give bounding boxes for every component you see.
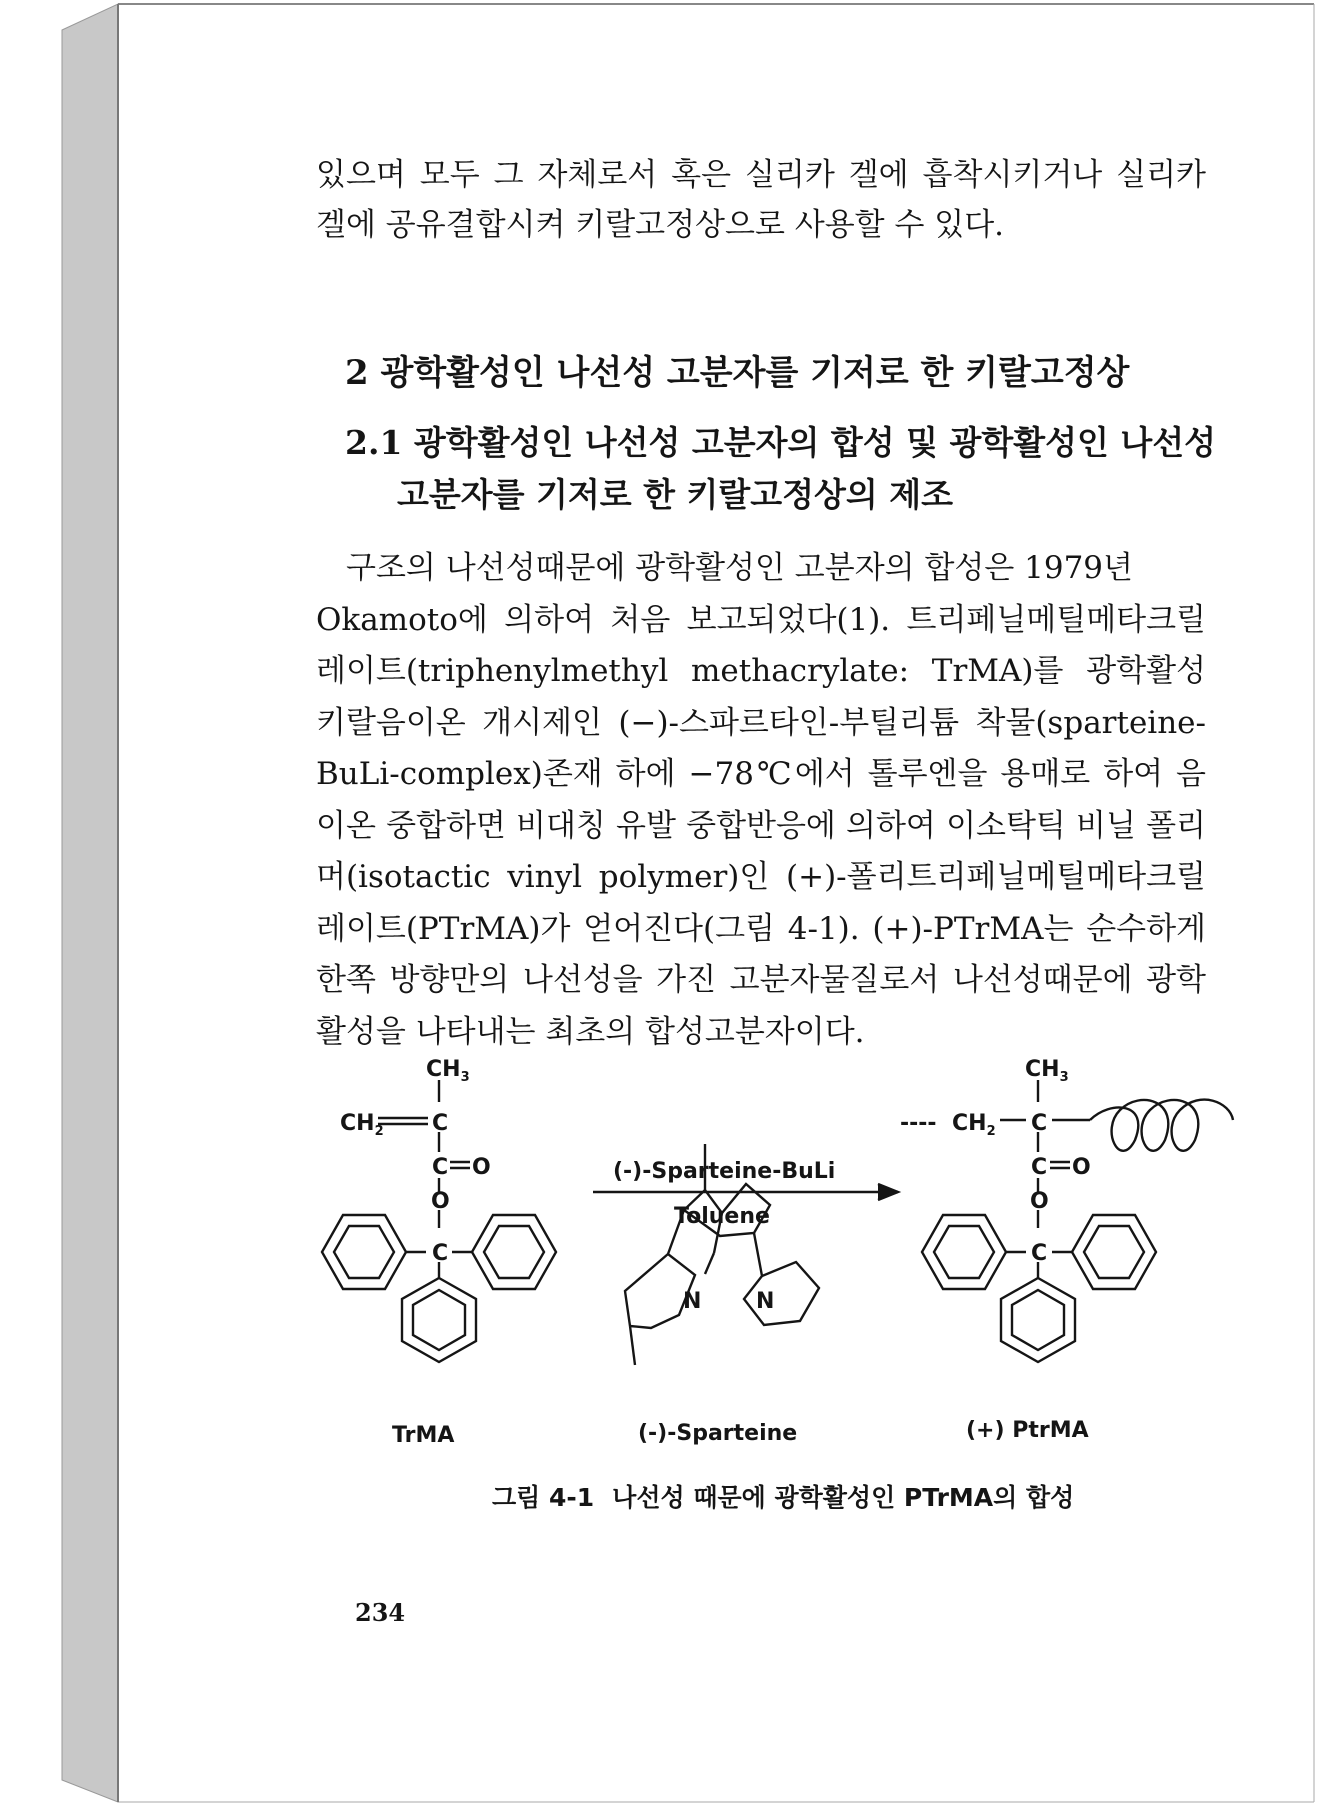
section-heading: 2 광학활성인 나선성 고분자를 기저로 한 키랄고정상 xyxy=(345,353,1130,393)
subsection-heading-line2: 고분자를 기저로 한 키랄고정상의 제조 xyxy=(397,475,954,514)
reaction-scheme-figure xyxy=(300,1040,1260,1460)
reagent-label: (-)-Sparteine-BuLi xyxy=(613,1159,836,1184)
monomer-name-label: TrMA xyxy=(392,1423,455,1448)
monomer-methyl-label: $CH_3$ xyxy=(426,1057,470,1085)
figure-caption-number: 그림 4-1 xyxy=(492,1483,595,1512)
intro-paragraph: 있으며 모두 그 자체로서 혹은 실리카 겔에 흡착시키거나 실리카 겔에 공유결합시켜 키랄고정상으로 사용할 수 있다. xyxy=(316,157,1206,243)
monomer-ester-oxygen: O xyxy=(431,1189,450,1214)
body-paragraph-line1: 구조의 나선성때문에 광학활성인 고분자의 합성은 1979년 xyxy=(346,550,1133,586)
polymer-chain-dash: ---- xyxy=(900,1111,937,1136)
subsection-heading-line1: 2.1 광학활성인 나선성 고분자의 합성 및 광학활성인 나선성 xyxy=(345,423,1217,462)
polymer-carbonyl-carbon: C xyxy=(1031,1155,1048,1180)
page-number: 234 xyxy=(355,1598,406,1627)
figure-caption-text: 나선성 때문에 광학활성인 PTrMA의 합성 xyxy=(612,1483,1075,1512)
body-paragraph xyxy=(316,543,1206,1058)
polymer-name-label: (+) PtrMA xyxy=(966,1418,1089,1443)
body-paragraph-rest: Okamoto에 의하여 처음 보고되었다(1). 트리페닐메틸메타크릴레이트(triphenylmethyl methacrylate: TrMA)를 광학활성 키랄음이온 개시제인 (−)-스파르타인-부틸리튬 착물(sparteine-BuLi-complex)존재 하에 −78℃에서 톨루엔을 용매로 하여 음이온 중합하면 비대칭 유발 중합반응에 의하여 이소탁틱 비닐 폴리머(isotactic vinyl polymer)인 (+)-폴리트리페닐메틸메타크릴레이트(PTrMA)가 얻어진다(그림 4-1). (+)-PTrMA는 순수하게 한쪽 방향만의 나선성을 가진 고분자물질로서 나선성때문에 광학활성을 나타내는 최초의 합성고분자이다. xyxy=(316,601,1206,1050)
monomer-carbonyl-oxygen: O xyxy=(472,1155,491,1180)
polymer-carbonyl-oxygen: O xyxy=(1072,1155,1091,1180)
sparteine-nitrogen-1: N xyxy=(683,1289,702,1314)
polymer-ester-oxygen: O xyxy=(1030,1189,1049,1214)
monomer-trityl-carbon: C xyxy=(432,1241,449,1266)
subsection-heading xyxy=(345,417,1216,521)
monomer-vinyl-carbon: C xyxy=(432,1111,449,1136)
monomer-carbonyl-carbon: C xyxy=(432,1155,449,1180)
polymer-backbone-carbon: C xyxy=(1031,1111,1048,1136)
solvent-label: Toluene xyxy=(674,1204,770,1229)
initiator-name-label: (-)-Sparteine xyxy=(638,1421,798,1446)
sparteine-nitrogen-2: N xyxy=(756,1289,775,1314)
monomer-methylene-label: $CH_2$ xyxy=(340,1111,384,1139)
polymer-trityl-carbon: C xyxy=(1031,1241,1048,1266)
polymer-methyl-label: $CH_3$ xyxy=(1025,1057,1069,1085)
figure-caption xyxy=(492,1478,1074,1514)
polymer-methylene-label: $CH_2$ xyxy=(952,1111,996,1139)
